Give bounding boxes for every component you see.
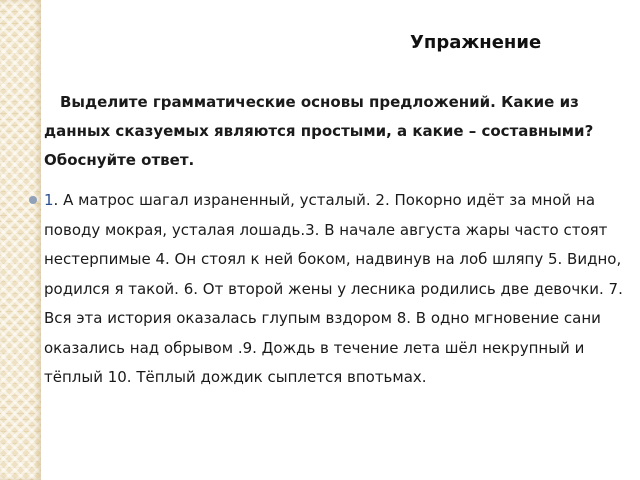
- sentence-number: 1: [44, 191, 54, 209]
- sentences-list-item: [44, 186, 624, 393]
- exercise-instruction: Выделите грамматические основы предложений. Какие из данных сказуемых являются простыми, а какие – составными? Обоснуйте ответ.: [44, 93, 594, 169]
- bullet-icon: [29, 196, 37, 204]
- sentences-text: . А матрос шагал израненный, усталый. 2. Покорно идёт за мной на поводу мокрая, усталая лошадь.3. В начале августа жары часто стоят нестерпимые 4. Он стоял к ней боком, надвинув на лоб шляпу 5. Видно, родился я такой. 6. От второй жены у лесника родились две девочки. 7. Вся эта история оказалась глупым вздором 8. В одно мгновение сани оказались над обрывом .9. Дождь в течение лета шёл некрупный и тёплый 10. Тёплый дождик сыплется впотьмах.: [44, 191, 623, 386]
- decorative-left-strip: [0, 0, 41, 480]
- slide-title: Упражнение: [410, 32, 542, 53]
